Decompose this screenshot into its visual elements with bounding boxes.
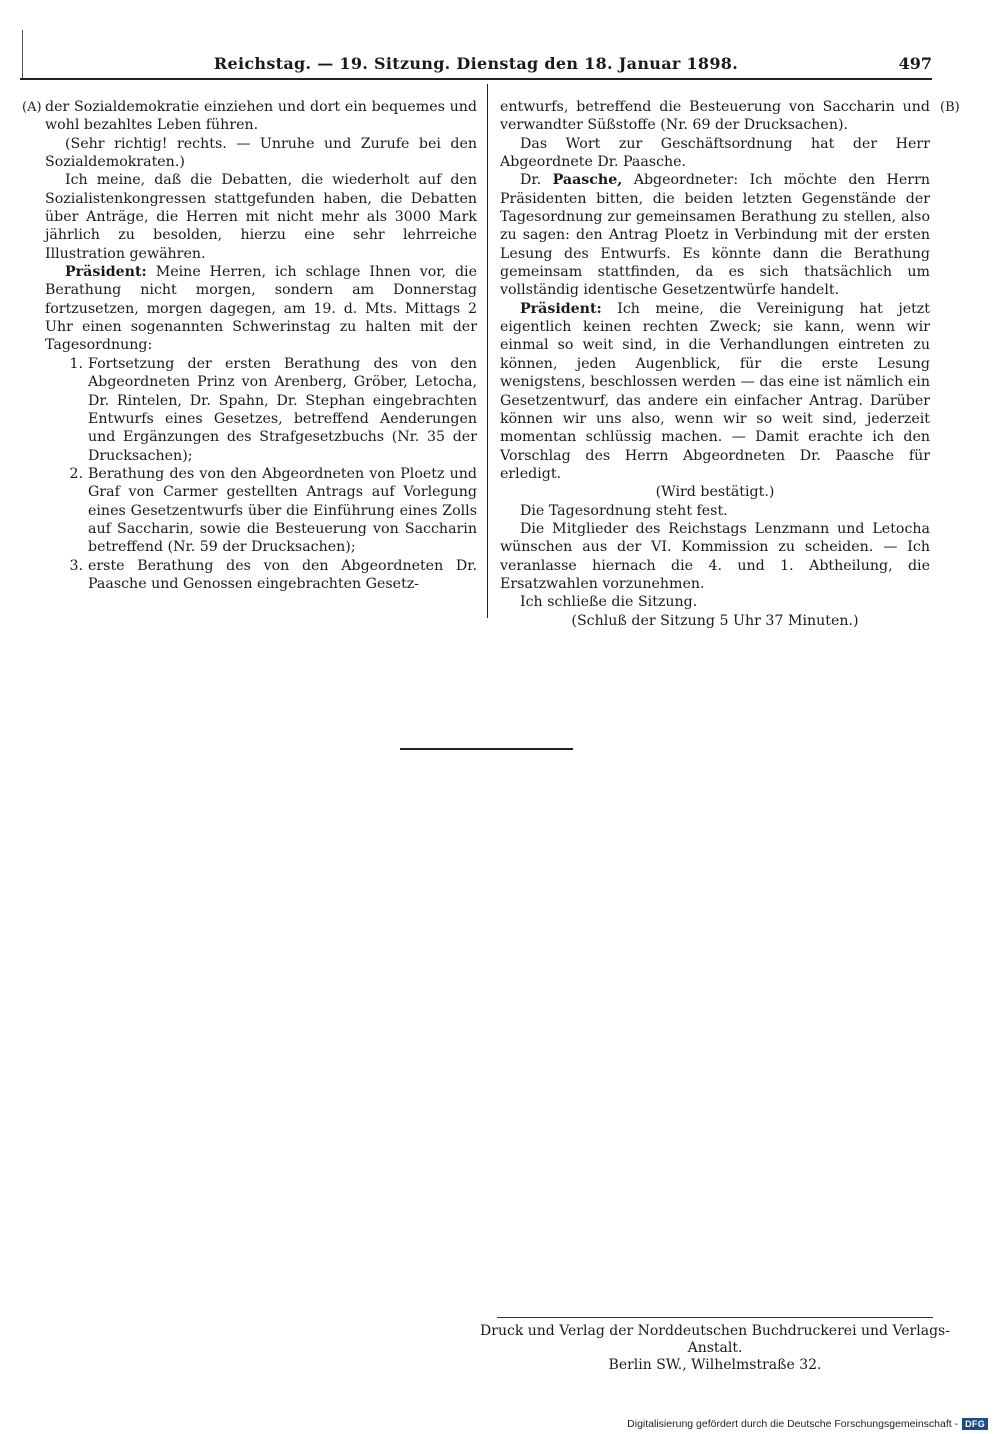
speech-text: Abgeordneter: Ich möchte den Herrn Präsidenten bitten, die beiden letzten Gegenstände der Tagesordnung zur gemeinsamen Berathung zu stellen, also zu sagen: den Antrag Ploetz in Verbindung mit der ersten Lesung des Entwurfs. Es könnte dann die Berathung gemeinsam stattfinden, da es sich thatsächlich um vollständig identische Gesetzentwürfe handelt. bbox=[500, 172, 931, 299]
agenda-list bbox=[45, 355, 477, 593]
margin-marker-b: (B) bbox=[940, 100, 960, 115]
printer-rule bbox=[497, 1317, 933, 1318]
agenda-item bbox=[45, 557, 477, 594]
agenda-text: Berathung des von den Abgeordneten von Ploetz und Graf von Carmer gestellten Antrags auf Vorlegung eines Gesetzentwurfs über die Einführung eines Zolls auf Saccharin, sowie die Besteuerung von Saccharin betreffend (Nr. 59 der Drucksachen); bbox=[88, 465, 477, 556]
paragraph: Die Tagesordnung steht fest. bbox=[520, 502, 728, 519]
speaker-title: Dr. bbox=[520, 172, 553, 189]
section-end-rule bbox=[400, 748, 573, 750]
agenda-text: erste Berathung des von den Abgeordneten Dr. Paasche und Genossen eingebrachten Gesetz- bbox=[88, 557, 477, 592]
agenda-number: 2. bbox=[69, 465, 83, 482]
printer-line-2: Berlin SW., Wilhelmstraße 32. bbox=[608, 1357, 822, 1373]
paragraph bbox=[500, 300, 930, 483]
column-divider bbox=[487, 84, 488, 618]
page-header bbox=[20, 52, 932, 80]
footer-text: Digitalisierung gefördert durch die Deutsche Forschungsgemeinschaft - bbox=[627, 1418, 959, 1430]
speech-text: Ich meine, die Vereinigung hat jetzt eigentlich keinen rechten Zweck; sie kann, wenn wir einmal so weit sind, in die Verhandlungen eintreten zu können, jeden Augenblick, für die erste Lesung wenigstens, beschlossen werden — das eine ist nämlich ein Gesetzentwurf, das andere ein einfacher Antrag. Darüber können wir uns also, wenn wir so weit sind, jederzeit momentan schlüssig machen. — Damit erachte ich den Vorschlag des Herrn Abgeordneten Dr. Paasche für erledigt. bbox=[500, 300, 930, 482]
page-number: 497 bbox=[898, 54, 932, 73]
paragraph bbox=[45, 263, 477, 355]
agenda-number: 1. bbox=[69, 355, 83, 372]
agenda-text: Fortsetzung der ersten Berathung des von den Abgeordneten Prinz von Arenberg, Gröber, Letocha, Dr. Rintelen, Dr. Spahn, Dr. Stephan eingebrachten Entwurfs eines Gesetzes, betreffend Aenderungen und Ergänzungen des Strafgesetzbuchs (Nr. 35 der Drucksachen); bbox=[88, 355, 477, 464]
speaker-name: Paasche, bbox=[552, 172, 623, 189]
interjection: (Sehr richtig! rechts. — Unruhe und Zurufe bei den Sozialdemokraten.) bbox=[45, 135, 477, 171]
agenda-number: 3. bbox=[69, 557, 83, 574]
paragraph: Ich meine, daß die Debatten, die wiederholt auf den Sozialistenkongressen stattgefunden haben, die Debatten über Anträge, die Herren mit nicht mehr als 3000 Mark jährlich zu besolden, hierzu eine sehr lehrreiche Illustration gewähren. bbox=[45, 172, 477, 262]
paragraph: der Sozialdemokratie einziehen und dort ein bequemes und wohl bezahltes Leben führen. bbox=[45, 99, 477, 134]
paragraph: Die Mitglieder des Reichstags Lenzmann und Letocha wünschen aus der VI. Kommission zu scheiden. — Ich veranlasse hiernach die 4. und 1. Abtheilung, die Ersatzwahlen vorzunehmen. bbox=[500, 520, 930, 592]
dfg-logo-icon: DFG bbox=[962, 1418, 988, 1430]
speaker-name: Präsident: bbox=[65, 264, 147, 281]
right-column bbox=[500, 98, 930, 630]
paragraph: Ich schließe die Sitzung. bbox=[520, 594, 698, 611]
header-title: Reichstag. — 19. Sitzung. Dienstag den 18. Januar 1898. bbox=[213, 54, 739, 73]
session-close-note: (Schluß der Sitzung 5 Uhr 37 Minuten.) bbox=[571, 612, 859, 629]
speech-text: Meine Herren, ich schlage Ihnen vor, die Berathung nicht morgen, sondern am Donnerstag fortzusetzen, morgen dagegen, am 19. d. Mts. Mittags 2 Uhr einen sogenannten Schwerinstag zu halten mit der Tagesordnung: bbox=[45, 264, 477, 354]
agenda-item bbox=[45, 355, 477, 465]
margin-marker-a: (A) bbox=[22, 100, 42, 115]
agenda-item bbox=[45, 465, 477, 557]
speaker-name: Präsident: bbox=[520, 300, 602, 317]
paragraph: Das Wort zur Geschäftsordnung hat der Herr Abgeordnete Dr. Paasche. bbox=[500, 135, 930, 171]
paragraph: entwurfs, betreffend die Besteuerung von Saccharin und verwandter Süßstoffe (Nr. 69 der Drucksachen). bbox=[500, 99, 930, 134]
printer-line-1: Druck und Verlag der Norddeutschen Buchdruckerei und Verlags-Anstalt. bbox=[480, 1323, 950, 1356]
paragraph bbox=[500, 171, 930, 299]
printer-imprint bbox=[480, 1323, 950, 1374]
interjection: (Wird bestätigt.) bbox=[655, 484, 775, 501]
left-column bbox=[45, 98, 477, 593]
digitization-footer bbox=[627, 1418, 988, 1430]
